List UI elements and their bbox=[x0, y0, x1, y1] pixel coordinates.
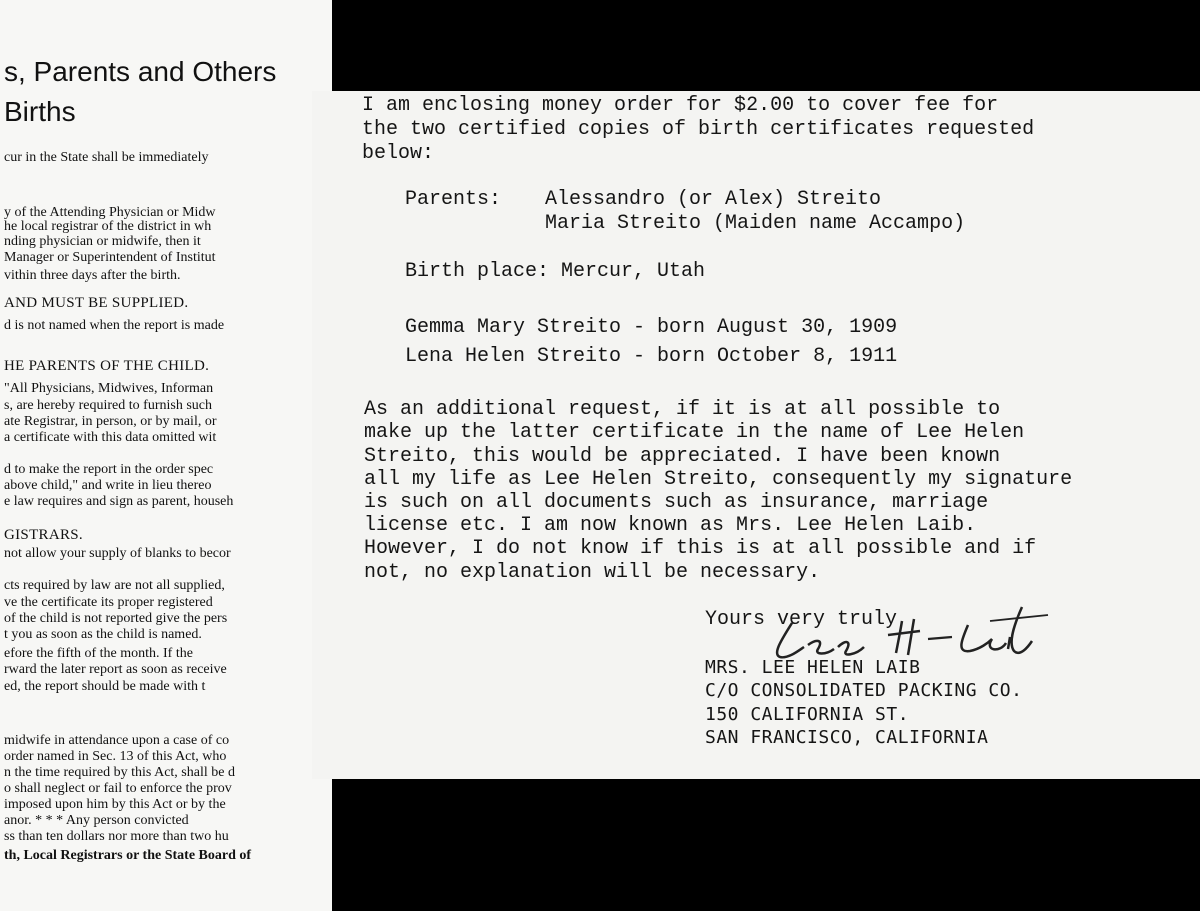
sheet-text-line: not allow your supply of blanks to becor bbox=[4, 546, 231, 561]
sheet-text-line: n the time required by this Act, shall be d bbox=[4, 765, 235, 780]
parent-name: Alessandro (or Alex) Streito bbox=[545, 188, 882, 211]
signer-address-line: SAN FRANCISCO, CALIFORNIA bbox=[705, 727, 989, 748]
sheet-text-line: cts required by law are not all supplied, bbox=[4, 578, 225, 593]
sheet-text-line: "All Physicians, Midwives, Informan bbox=[4, 381, 214, 396]
request-line: However, I do not know if this is at all possible and if bbox=[364, 537, 1037, 560]
sheet-text-line: ate Registrar, in person, or by mail, or bbox=[4, 414, 217, 429]
sheet-text-line: cur in the State shall be immediately bbox=[4, 150, 209, 165]
request-line: all my life as Lee Helen Streito, consequently my signature bbox=[364, 468, 1073, 491]
request-line: not, no explanation will be necessary. bbox=[364, 561, 821, 584]
letter-intro-line: I am enclosing money order for $2.00 to cover fee for bbox=[362, 94, 999, 117]
sheet-text-line: anor. * * * Any person convicted bbox=[4, 813, 189, 828]
sheet-text-line: efore the fifth of the month. If the bbox=[4, 646, 193, 661]
request-line: Streito, this would be appreciated. I have been known bbox=[364, 445, 1001, 468]
sheet-text-line: e law requires and sign as parent, househ bbox=[4, 494, 234, 509]
sheet-text-line: t you as soon as the child is named. bbox=[4, 627, 202, 642]
sheet-text-line: vithin three days after the birth. bbox=[4, 268, 181, 283]
sheet-text-line: d to make the report in the order spec bbox=[4, 462, 214, 477]
sheet-text-line: midwife in attendance upon a case of co bbox=[4, 733, 230, 748]
child-record: Lena Helen Streito - born October 8, 1911 bbox=[405, 345, 898, 368]
sheet-text-line: Manager or Superintendent of Institut bbox=[4, 250, 216, 265]
sheet-text-line: a certificate with this data omitted wit bbox=[4, 430, 217, 445]
letter-intro-line: the two certified copies of birth certificates requested bbox=[362, 118, 1035, 141]
sheet-text-line: d is not named when the report is made bbox=[4, 318, 225, 333]
birth-place: Birth place: Mercur, Utah bbox=[405, 260, 706, 283]
signer-address-line: 150 CALIFORNIA ST. bbox=[705, 704, 910, 725]
parent-name: Maria Streito (Maiden name Accampo) bbox=[545, 212, 966, 235]
sheet-text-line: nding physician or midwife, then it bbox=[4, 234, 201, 249]
sheet-section-heading: GISTRARS. bbox=[4, 527, 83, 543]
sheet-text-line: order named in Sec. 13 of this Act, who bbox=[4, 749, 227, 764]
sheet-section-heading: HE PARENTS OF THE CHILD. bbox=[4, 358, 210, 374]
sheet-text-line: he local registrar of the district in wh bbox=[4, 219, 212, 234]
child-record: Gemma Mary Streito - born August 30, 1909 bbox=[405, 316, 898, 339]
letter-intro-line: below: bbox=[362, 142, 435, 165]
sheet-text-line: of the child is not reported give the pers bbox=[4, 611, 228, 626]
parents-label: Parents: bbox=[405, 188, 502, 211]
instruction-sheet bbox=[0, 0, 332, 911]
sheet-text-line: ss than ten dollars nor more than two hu bbox=[4, 829, 229, 844]
sheet-section-heading: AND MUST BE SUPPLIED. bbox=[4, 295, 189, 311]
sheet-text-line: rward the later report as soon as receive bbox=[4, 662, 227, 677]
sheet-text-line: y of the Attending Physician or Midw bbox=[4, 205, 216, 220]
sheet-text-line: ve the certificate its proper registered bbox=[4, 595, 213, 610]
sheet-text-line: th, Local Registrars or the State Board of bbox=[4, 848, 252, 863]
sheet-heading-line-2: Births bbox=[4, 96, 76, 127]
request-line: make up the latter certificate in the name of Lee Helen bbox=[364, 421, 1025, 444]
signer-name: MRS. LEE HELEN LAIB bbox=[705, 657, 921, 678]
sheet-text-line: o shall neglect or fail to enforce the prov bbox=[4, 781, 232, 796]
request-line: license etc. I am now known as Mrs. Lee Helen Laib. bbox=[364, 514, 977, 537]
sheet-text-line: s, are hereby required to furnish such bbox=[4, 398, 212, 413]
sheet-text-line: ed, the report should be made with t bbox=[4, 679, 206, 694]
sheet-text-line: imposed upon him by this Act or by the bbox=[4, 797, 226, 812]
request-line: As an additional request, if it is at all possible to bbox=[364, 398, 1001, 421]
closing: Yours very truly bbox=[705, 608, 898, 631]
request-line: is such on all documents such as insurance, marriage bbox=[364, 491, 989, 514]
signer-address-line: C/O CONSOLIDATED PACKING CO. bbox=[705, 680, 1023, 701]
sheet-heading-line-1: s, Parents and Others bbox=[4, 56, 277, 87]
sheet-text-line: above child," and write in lieu thereo bbox=[4, 478, 212, 493]
typed-letter bbox=[312, 91, 1200, 779]
